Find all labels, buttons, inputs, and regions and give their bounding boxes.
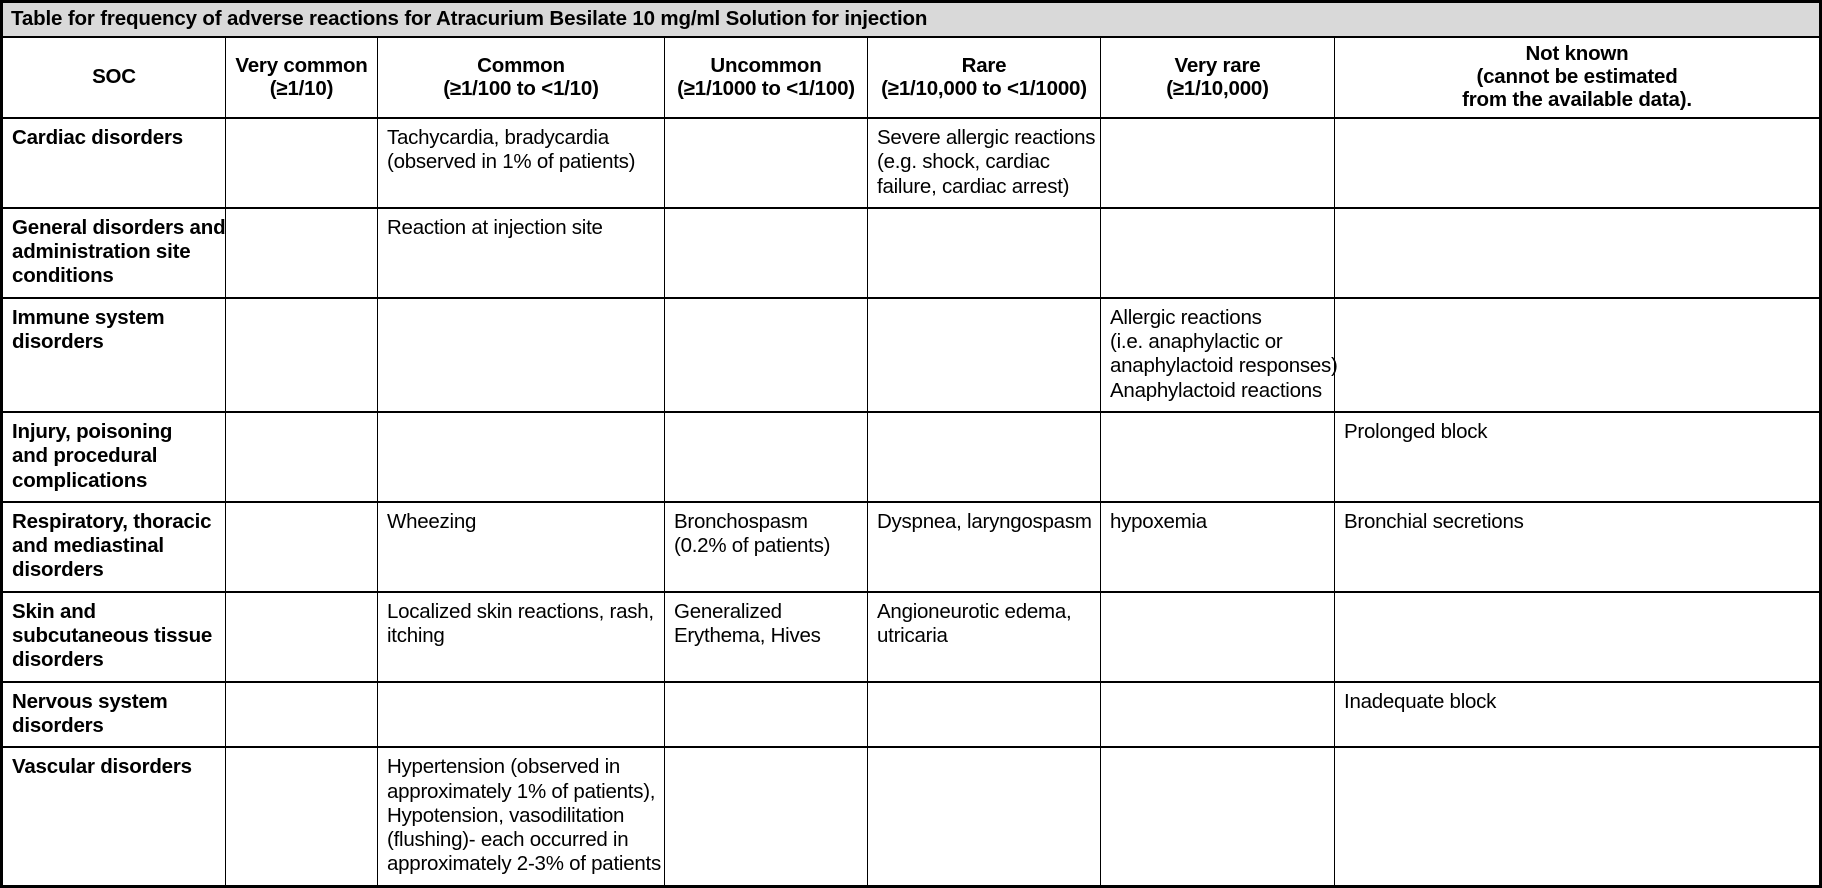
cell-very_common: [226, 747, 378, 886]
table-row: [2, 298, 1821, 412]
column-header-label: Uncommon: [710, 53, 822, 77]
cell-soc: [2, 682, 226, 748]
text-line: Wheezing: [387, 509, 477, 533]
cell-rare: [868, 502, 1101, 592]
cell-not_known: [1335, 502, 1821, 592]
cell-very_common: [226, 682, 378, 748]
cell-text: [1344, 510, 1811, 534]
text-line: Immune system: [12, 305, 165, 329]
cell-uncommon: [665, 747, 868, 886]
text-line: Erythema, Hives: [674, 624, 821, 648]
column-header-not_known: [1335, 37, 1821, 118]
soc-label: [12, 690, 217, 739]
cell-uncommon: [665, 118, 868, 208]
column-header-label: Not known: [1525, 42, 1629, 65]
column-header-text: [1339, 42, 1815, 111]
cell-very_common: [226, 118, 378, 208]
cell-not_known: [1335, 592, 1821, 682]
soc-label: [12, 306, 217, 355]
column-header-frequency: (≥1/10,000): [1166, 76, 1269, 100]
cell-uncommon: [665, 412, 868, 502]
text-line: itching: [387, 624, 445, 648]
cell-common: [378, 502, 665, 592]
text-line: Dyspnea, laryngospasm: [877, 509, 1092, 533]
cell-uncommon: [665, 298, 868, 412]
text-line: anaphylactoid responses): [1110, 354, 1338, 378]
cell-very_rare: [1101, 118, 1335, 208]
text-line: utricaria: [877, 624, 948, 648]
cell-text: [674, 510, 859, 559]
soc-label: [12, 215, 226, 289]
cell-soc: [2, 298, 226, 412]
table-row: [2, 208, 1821, 298]
text-line: Angioneurotic edema,: [877, 599, 1072, 623]
table-row: [2, 412, 1821, 502]
cell-very_rare: [1101, 592, 1335, 682]
text-line: Injury, poisoning: [12, 419, 173, 443]
column-header-frequency-line2: from the available data).: [1462, 88, 1692, 111]
text-line: Bronchial secretions: [1344, 509, 1524, 533]
cell-text: [387, 600, 656, 649]
cell-text: [387, 510, 656, 534]
text-line: Skin and: [12, 599, 96, 623]
cell-common: [378, 118, 665, 208]
text-line: (i.e. anaphylactic or: [1110, 330, 1283, 354]
cell-uncommon: [665, 208, 868, 298]
cell-very_common: [226, 208, 378, 298]
column-header-label: Very rare: [1174, 53, 1261, 77]
column-header-label: Common: [477, 53, 565, 77]
cell-text: [387, 126, 656, 175]
soc-label: [12, 510, 217, 583]
cell-not_known: [1335, 747, 1821, 886]
column-header-very_rare: [1101, 37, 1335, 118]
cell-text: [1344, 690, 1811, 714]
column-header-label: Very common: [235, 53, 368, 77]
cell-not_known: [1335, 682, 1821, 748]
cell-soc: [2, 208, 226, 298]
cell-text: [674, 600, 859, 649]
text-line: conditions: [12, 264, 114, 288]
cell-rare: [868, 412, 1101, 502]
cell-text: [1110, 305, 1338, 403]
soc-label: [12, 755, 217, 779]
text-line: Inadequate block: [1344, 689, 1497, 713]
text-line: (0.2% of patients): [674, 534, 831, 558]
column-header-text: [872, 54, 1096, 100]
cell-text: [877, 600, 1092, 649]
table-title: Table for frequency of adverse reactions for Atracurium Besilate 10 mg/ml Solution for injection: [11, 7, 928, 30]
cell-very_common: [226, 298, 378, 412]
cell-common: [378, 592, 665, 682]
column-header-label: SOC: [92, 65, 136, 88]
column-header-text: [7, 65, 221, 88]
text-line: (observed in 1% of patients): [387, 150, 636, 174]
cell-very_rare: [1101, 747, 1335, 886]
cell-common: [378, 208, 665, 298]
cell-very_rare: [1101, 502, 1335, 592]
text-line: General disorders and: [12, 215, 226, 239]
text-line: Reaction at injection site: [387, 215, 603, 239]
cell-common: [378, 682, 665, 748]
cell-not_known: [1335, 412, 1821, 502]
cell-rare: [868, 682, 1101, 748]
cell-uncommon: [665, 592, 868, 682]
column-header-frequency: (≥1/10): [269, 76, 334, 100]
text-line: complications: [12, 468, 148, 492]
cell-very_rare: [1101, 412, 1335, 502]
cell-soc: [2, 118, 226, 208]
text-line: (e.g. shock, cardiac: [877, 150, 1050, 174]
cell-text: [877, 126, 1096, 199]
text-line: Severe allergic reactions: [877, 126, 1096, 149]
text-line: Anaphylactoid reactions: [1110, 378, 1322, 402]
cell-rare: [868, 747, 1101, 886]
table-title-cell: [2, 2, 1821, 38]
text-line: Generalized: [674, 599, 782, 623]
text-line: Vascular disorders: [12, 755, 192, 779]
cell-very_common: [226, 412, 378, 502]
text-line: disorders: [12, 648, 104, 672]
column-header-frequency: (≥1/10,000 to <1/1000): [881, 76, 1087, 100]
text-line: failure, cardiac arrest): [877, 174, 1070, 198]
text-line: and procedural: [12, 444, 158, 468]
text-line: Hypotension, vasodilitation: [387, 803, 625, 827]
column-header-frequency: (cannot be estimated: [1476, 65, 1678, 88]
cell-rare: [868, 208, 1101, 298]
cell-uncommon: [665, 502, 868, 592]
cell-very_rare: [1101, 682, 1335, 748]
cell-soc: [2, 747, 226, 886]
text-line: approximately 1% of patients),: [387, 779, 656, 803]
column-header-rare: [868, 37, 1101, 118]
text-line: Prolonged block: [1344, 419, 1488, 443]
column-header-text: [669, 54, 863, 100]
cell-text: [387, 216, 656, 240]
cell-soc: [2, 592, 226, 682]
cell-common: [378, 412, 665, 502]
soc-label: [12, 420, 217, 493]
cell-text: [387, 755, 661, 876]
table-row: [2, 592, 1821, 682]
cell-common: [378, 747, 665, 886]
cell-not_known: [1335, 118, 1821, 208]
text-line: Respiratory, thoracic: [12, 509, 212, 533]
column-header-frequency: (≥1/1000 to <1/100): [677, 76, 855, 100]
cell-rare: [868, 298, 1101, 412]
cell-text: [1110, 510, 1326, 534]
text-line: administration site: [12, 240, 191, 264]
column-header-frequency: (≥1/100 to <1/10): [443, 76, 599, 100]
text-line: disorders: [12, 330, 104, 354]
column-header-text: [230, 54, 373, 100]
text-line: (flushing)- each occurred in: [387, 828, 629, 852]
cell-not_known: [1335, 208, 1821, 298]
table-row: [2, 682, 1821, 748]
table-row: [2, 747, 1821, 886]
text-line: Nervous system: [12, 689, 168, 713]
column-header-very_common: [226, 37, 378, 118]
cell-very_rare: [1101, 208, 1335, 298]
cell-soc: [2, 412, 226, 502]
cell-common: [378, 298, 665, 412]
cell-text: [877, 510, 1092, 534]
cell-very_common: [226, 592, 378, 682]
table-title-row: [2, 2, 1821, 38]
text-line: Allergic reactions: [1110, 305, 1262, 329]
table-head: [2, 2, 1821, 119]
cell-uncommon: [665, 682, 868, 748]
cell-soc: [2, 502, 226, 592]
text-line: Tachycardia, bradycardia: [387, 126, 609, 149]
column-header-label: Rare: [961, 53, 1007, 77]
text-line: approximately 2-3% of patients: [387, 852, 661, 876]
table-row: [2, 118, 1821, 208]
soc-label: [12, 600, 217, 673]
text-line: disorders: [12, 558, 104, 582]
cell-rare: [868, 592, 1101, 682]
table-body: [2, 118, 1821, 886]
text-line: Bronchospasm: [674, 509, 808, 533]
text-line: disorders: [12, 713, 104, 737]
text-line: and mediastinal: [12, 534, 164, 558]
text-line: hypoxemia: [1110, 509, 1207, 533]
column-header-common: [378, 37, 665, 118]
column-header-soc: [2, 37, 226, 118]
column-header-uncommon: [665, 37, 868, 118]
cell-very_common: [226, 502, 378, 592]
cell-not_known: [1335, 298, 1821, 412]
column-header-text: [382, 54, 660, 100]
table-row: [2, 502, 1821, 592]
column-header-text: [1105, 54, 1330, 100]
soc-label: [12, 126, 217, 150]
text-line: Localized skin reactions, rash,: [387, 599, 654, 623]
text-line: Cardiac disorders: [12, 126, 183, 149]
column-header-row: [2, 37, 1821, 118]
cell-very_rare: [1101, 298, 1338, 412]
text-line: Hypertension (observed in: [387, 755, 621, 779]
cell-rare: [868, 118, 1101, 208]
text-line: subcutaneous tissue: [12, 624, 213, 648]
cell-text: [1344, 420, 1811, 444]
